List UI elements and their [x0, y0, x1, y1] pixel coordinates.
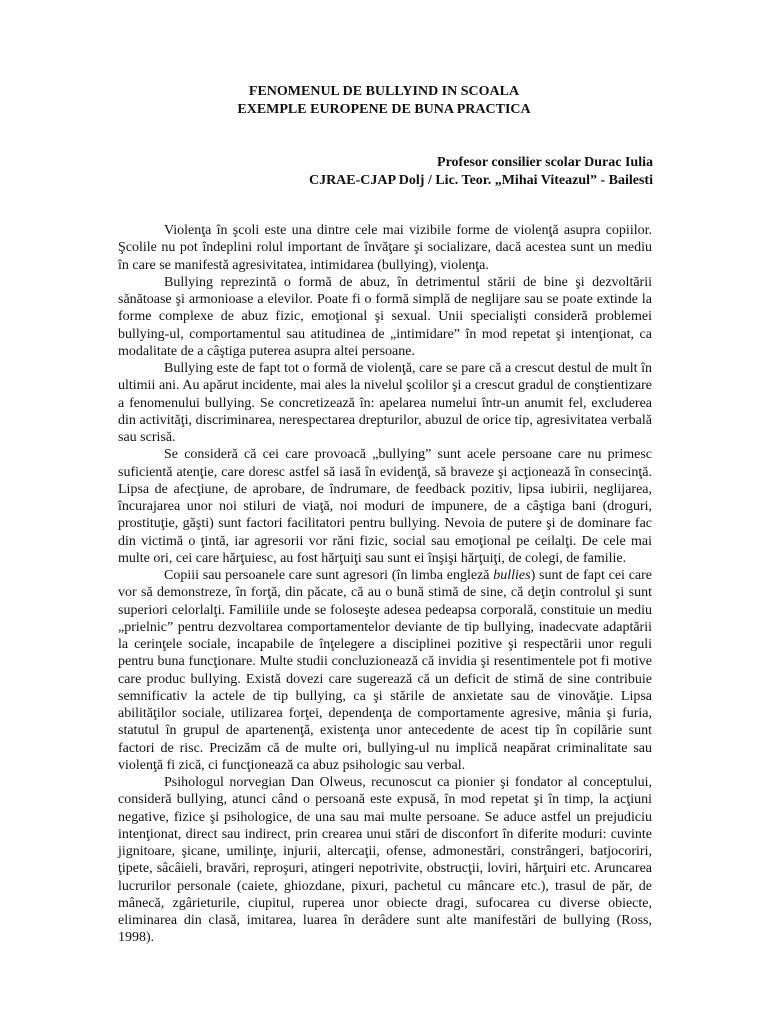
- author-name: Profesor consilier scolar Durac Iulia: [437, 155, 653, 170]
- paragraph-aggressors-rest: ) sunt de fapt cei care vor să demonstreze, în forţă, din păcate, că au o bună stimă de sine, că deţin controlul şi sunt superiori celorlalţi. Familiile unde se foloseşte adesea pedeapsa corporală, constituie un mediu „prielnic” pentru dezvoltarea comportamentelor deviante de tip bullying, inadecvate adaptării la cerinţele sociale, incapabile de înţelegere a disciplinei pozitive şi respectării unor reguli pentru buna funcţionare. Multe studii concluzionează că invidia şi resentimentele pot fi motive care produc bullying. Există dovezi care sugerează că un deficit de stimă de sine contribuie semnificativ la actele de tip bullying, ca şi stările de anxietate sau de vinovăţie. Lipsa abilităţilor sociale, utilizarea forţei, dependenţa de comportamente agresive, mânia şi furia, statutul în grupul de apartenenţă, existenţa unor antecedente de acest tip în copilărie sunt factori de risc. Precizăm că de multe ori, bullying-ul nu implică neapărat criminalitate sau violenţă fi zică, ci funcţionează ca abuz psihologic sau verbal.: [118, 568, 652, 773]
- document-body: [118, 222, 652, 947]
- paragraph-aggressors: [118, 567, 652, 774]
- document-title-line2: EXEMPLE EUROPENE DE BUNA PRACTICA: [237, 102, 531, 117]
- paragraph-olweus: Psihologul norvegian Dan Olweus, recunoscut ca pionier şi fondator al conceptului, consideră bullying, atunci când o persoană este expusă, în mod repetat şi în timp, la acţiuni negative, fizice şi psihologice, de una sau mai multe persoane. Se aduce astfel un prejudiciu intenţionat, direct sau indirect, prin crearea unui stări de disconfort în diferite moduri: cuvinte jignitoare, şicane, umilinţe, injurii, altercaţii, ofense, admonestări, constrângeri, batjocoriri, ţipete, sâcâieli, bravări, reproşuri, atingeri nepotrivite, obstrucţii, loviri, hărţuiri etc. Aruncarea lucrurilor personale (caiete, ghiozdane, pixuri, pachetul cu mâncare etc.), trasul de păr, de mânecă, zgârieturile, ciupitul, ruperea unor obiecte dragi, sufocarea cu diverse obiecte, eliminarea din clasă, imitarea, luarea în derâdere sunt alte manifestări de bullying (Ross, 1998).: [118, 775, 652, 946]
- paragraph-violence: Bullying este de fapt tot o formă de violenţă, care se pare că a crescut destul de mult în ultimii ani. Au apărut incidente, mai ales la nivelul şcolilor şi a crescut gradul de conştientizare a fenomenului bullying. Se concretizează în: apelarea numelui într-un anumit fel, excluderea din activităţi, discriminarea, nerespectarea drepturilor, abuzul de orice tip, agresivitatea verbală sau scrisă.: [118, 361, 652, 445]
- paragraph-intro: Violenţa în şcoli este una dintre cele mai vizibile forme de violenţă asupra copiilor. Şcolile nu pot îndeplini rolul important de învăţare şi socializare, dacă acestea sunt un mediu în care se manifestă agresivitatea, intimidarea (bullying), violenţa.: [118, 223, 652, 273]
- author-institution: CJRAE-CJAP Dolj / Lic. Teor. „Mihai Viteazul” - Bailesti: [308, 173, 653, 188]
- paragraph-aggressors-start: Copiii sau persoanele care sunt agresori (în limba engleză: [164, 568, 494, 583]
- bullies-term: bullies: [493, 568, 531, 583]
- document-title-line1: FENOMENUL DE BULLYIND IN SCOALA: [248, 84, 520, 99]
- paragraph-causes: Se consideră că cei care provoacă „bullying” sunt acele persoane care nu primesc suficientă atenţie, care doresc astfel să iasă în evidenţă, să braveze şi acţionează în consecinţă. Lipsa de afecţiune, de aprobare, de îndrumare, de feedback pozitiv, lipsa iubirii, neglijarea, încurajarea unor noi stiluri de viaţă, noi moduri de impunere, de a câştiga bani (droguri, prostituţie, găşti) sunt factori facilitatori pentru bullying. Nevoia de putere şi de dominare fac din victimă o ţintă, iar agresorii vor răni fizic, social sau emoţional pe ceilalţi. De cele mai multe ori, cei care hărţuiesc, au fost hărţuiţi sau sunt ei înşişi hărţuiţi, de colegi, de familie.: [118, 447, 652, 566]
- paragraph-definition: Bullying reprezintă o formă de abuz, în detrimentul stării de bine şi dezvoltării sănătoase şi armonioase a elevilor. Poate fi o formă simplă de neglijare sau se poate extinde la forme complexe de abuz fizic, emoţional şi sexual. Unii specialişti consideră problemei bullying-ul, comportamentul sau atitudinea de „intimidare” în mod repetat şi intenţionat, ca modalitate de a câştiga puterea asupra altei persoane.: [118, 274, 652, 359]
